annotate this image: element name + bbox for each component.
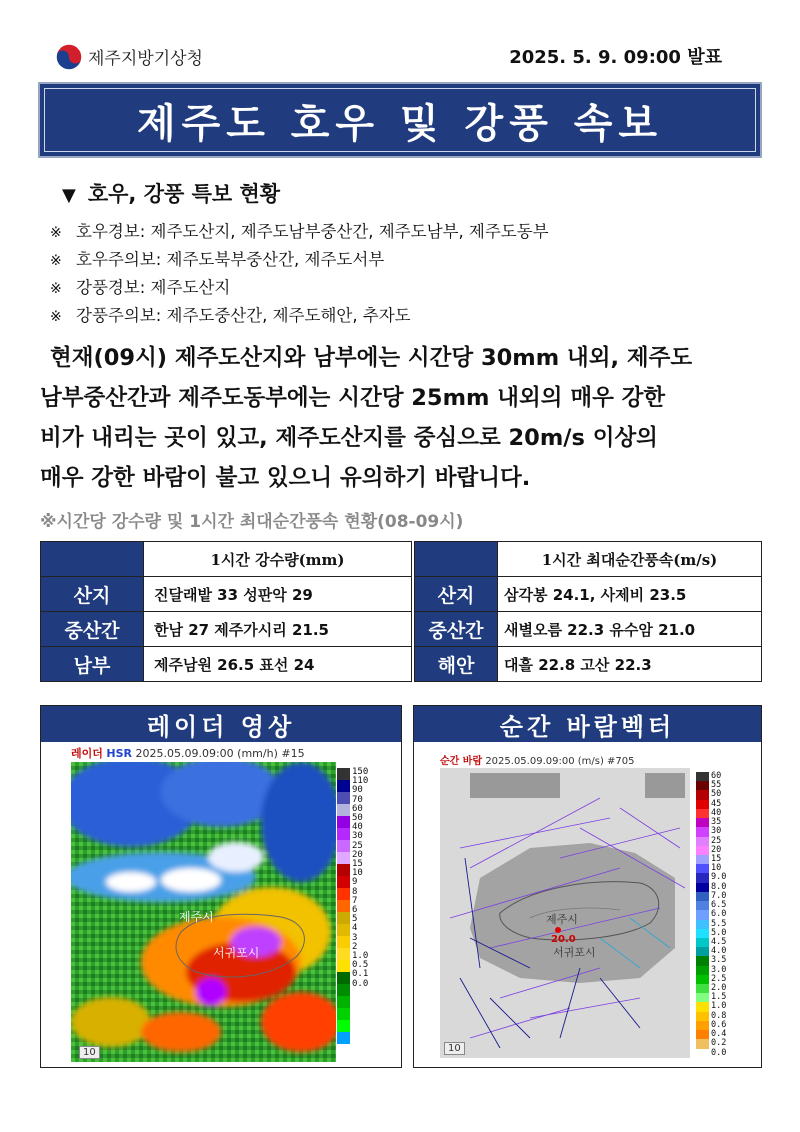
- table-row: [41, 542, 412, 577]
- scale-label: 2: [352, 941, 358, 952]
- row-label: 남부: [41, 647, 144, 682]
- scale-label: 0.5: [352, 960, 369, 971]
- scale-label: 8.0: [711, 881, 727, 892]
- wind-panel-title: 순간 바람벡터: [414, 706, 761, 742]
- reference-mark-icon: ※: [50, 281, 62, 297]
- scale-swatch: [696, 947, 709, 956]
- scale-swatch: [337, 924, 350, 936]
- table-row: [41, 647, 412, 682]
- scale-swatch: [696, 993, 709, 1002]
- scale-swatch: [696, 772, 709, 781]
- scale-label: 4.5: [711, 936, 727, 947]
- scale-label: 3.0: [711, 964, 727, 975]
- scale-swatch: [696, 938, 709, 947]
- scale-swatch: [337, 876, 350, 888]
- radar-color-scale: [337, 768, 350, 1056]
- scale-label: 50: [352, 813, 363, 824]
- scale-label: 5: [352, 914, 358, 925]
- scale-label: 1.5: [711, 992, 727, 1003]
- wind-city-label: 서귀포시: [553, 946, 596, 959]
- radar-panel-title: 레이더 영상: [41, 706, 401, 742]
- scale-label: 50: [711, 789, 722, 800]
- scale-swatch: [696, 966, 709, 975]
- wind-caption: [440, 752, 635, 767]
- scale-label: 15: [711, 853, 722, 864]
- table-corner: [415, 542, 498, 577]
- scale-swatch: [696, 1030, 709, 1039]
- warning-item-text: 호우경보: 제주도산지, 제주도남부중산간, 제주도남부, 제주도동부: [76, 222, 549, 241]
- scale-label: 30: [711, 826, 722, 837]
- rain-table: [40, 541, 412, 682]
- scale-swatch: [696, 1012, 709, 1021]
- row-value: 대흘 22.8 고산 22.3: [498, 647, 762, 682]
- radar-caption-prefix: 레이더: [71, 747, 103, 760]
- warning-item: [50, 302, 411, 326]
- scale-swatch: [696, 1039, 709, 1048]
- scale-swatch: [696, 873, 709, 882]
- issued-datetime: 2025. 5. 9. 09:00 발표: [509, 47, 722, 68]
- section-heading: [62, 178, 280, 208]
- scale-label: 60: [711, 771, 722, 781]
- scale-swatch: [696, 956, 709, 965]
- scale-swatch: [696, 929, 709, 938]
- scale-label: 7: [352, 895, 358, 906]
- table-corner: [41, 542, 144, 577]
- radar-city-label: 제주시: [179, 910, 214, 924]
- scale-swatch: [337, 1008, 350, 1020]
- wind-scale-labels: [711, 772, 726, 1058]
- scale-label: 60: [352, 803, 363, 814]
- row-value: 제주남원 26.5 표선 24: [144, 647, 412, 682]
- scale-label: 35: [711, 817, 722, 828]
- scale-swatch: [337, 984, 350, 996]
- scale-label: 2.0: [711, 983, 727, 994]
- table-row: [41, 612, 412, 647]
- scale-swatch: [696, 910, 709, 919]
- scale-label: 5.0: [711, 927, 727, 938]
- scale-label: 1.0: [711, 1001, 727, 1012]
- scale-swatch: [696, 790, 709, 799]
- scale-swatch: [337, 792, 350, 804]
- scale-swatch: [337, 828, 350, 840]
- row-value: 한남 27 제주가시리 21.5: [144, 612, 412, 647]
- scale-label: 1.0: [352, 951, 369, 962]
- scale-label: 3.5: [711, 955, 727, 966]
- scale-swatch: [337, 780, 350, 792]
- scale-swatch: [696, 883, 709, 892]
- scale-label: 0.4: [711, 1029, 727, 1040]
- row-value: 진달래밭 33 성판악 29: [144, 577, 412, 612]
- scale-swatch: [696, 800, 709, 809]
- scale-label: 0.8: [711, 1010, 727, 1021]
- scale-swatch: [696, 1049, 709, 1058]
- scale-swatch: [337, 852, 350, 864]
- scale-swatch: [696, 846, 709, 855]
- scale-swatch: [337, 816, 350, 828]
- warning-item-text: 강풍경보: 제주도산지: [76, 278, 231, 297]
- table-row: [415, 577, 762, 612]
- scale-label: 6.5: [711, 900, 727, 911]
- scale-label: 5.5: [711, 918, 727, 929]
- scale-swatch: [696, 855, 709, 864]
- scale-label: 0.2: [711, 1038, 727, 1049]
- summary-line: 매우 강한 바람이 불고 있으니 유의하기 바랍니다.: [40, 465, 531, 491]
- scale-swatch: [337, 948, 350, 960]
- radar-scale-labels: [352, 768, 368, 989]
- summary-line: 현재(09시) 제주도산지와 남부에는 시간당 30mm 내외, 제주도: [50, 345, 693, 371]
- wind-table-header: 1시간 최대순간풍속(m/s): [498, 542, 762, 577]
- scale-label: 6.0: [711, 909, 727, 920]
- page-title: 제주도 호우 및 강풍 속보: [136, 100, 664, 147]
- scale-swatch: [696, 975, 709, 984]
- scale-swatch: [337, 972, 350, 984]
- radar-panel: [40, 705, 402, 1068]
- scale-swatch: [337, 840, 350, 852]
- scale-label: 110: [352, 776, 369, 787]
- scale-label: 0.0: [711, 1047, 727, 1058]
- reference-mark-icon: ※: [50, 225, 62, 241]
- scale-swatch: [337, 1020, 350, 1032]
- scale-label: 9.0: [711, 872, 727, 883]
- radar-scale-box: 10: [79, 1046, 100, 1059]
- scale-swatch: [337, 768, 350, 780]
- scale-label: 0.1: [352, 969, 369, 980]
- scale-swatch: [696, 1021, 709, 1030]
- wind-caption-rest: 2025.05.09.09:00 (m/s) #705: [485, 756, 635, 767]
- scale-swatch: [696, 837, 709, 846]
- row-label: 산지: [41, 577, 144, 612]
- scale-label: 4: [352, 923, 358, 934]
- agency-name: 제주지방기상청: [88, 49, 203, 69]
- scale-swatch: [337, 888, 350, 900]
- scale-label: 45: [711, 798, 722, 809]
- scale-label: 0.6: [711, 1019, 727, 1030]
- scale-label: 20: [352, 849, 363, 860]
- wind-caption-prefix: 순간 바람: [440, 756, 483, 767]
- scale-label: 20: [711, 844, 722, 855]
- scale-label: 4.0: [711, 946, 727, 957]
- warning-item: [50, 274, 230, 298]
- radar-caption: [71, 745, 305, 761]
- reference-mark-icon: ※: [50, 253, 62, 269]
- section-heading-text: 호우, 강풍 특보 현황: [87, 182, 281, 206]
- radar-caption-product: HSR: [106, 747, 132, 760]
- scale-swatch: [337, 996, 350, 1008]
- scale-label: 2.5: [711, 973, 727, 984]
- scale-label: 8: [352, 886, 358, 897]
- agency-logo-icon: [54, 42, 84, 72]
- scale-label: 9: [352, 877, 358, 888]
- wind-color-scale: [696, 772, 709, 1058]
- warning-item-text: 호우주의보: 제주도북부중산간, 제주도서부: [76, 250, 385, 269]
- summary-line: 남부중산간과 제주도동부에는 시간당 25mm 내외의 매우 강한: [40, 385, 666, 411]
- title-banner: [38, 82, 762, 158]
- row-label: 해안: [415, 647, 498, 682]
- max-wind-value: 20.0: [551, 934, 576, 945]
- scale-label: 0.0: [352, 978, 369, 989]
- summary-paragraph: [40, 338, 762, 498]
- triangle-down-icon: ▼: [62, 185, 76, 206]
- wind-table: [414, 541, 762, 682]
- scale-swatch: [696, 818, 709, 827]
- scale-swatch: [696, 809, 709, 818]
- scale-swatch: [337, 900, 350, 912]
- table-row: [415, 647, 762, 682]
- warning-item: [50, 218, 549, 242]
- scale-label: 40: [352, 822, 363, 833]
- table-row: [415, 612, 762, 647]
- scale-swatch: [337, 960, 350, 972]
- scale-swatch: [696, 892, 709, 901]
- row-value: 삼각봉 24.1, 사제비 23.5: [498, 577, 762, 612]
- warning-item-text: 강풍주의보: 제주도중산간, 제주도해안, 추자도: [76, 306, 411, 325]
- scale-label: 25: [352, 840, 363, 851]
- scale-label: 40: [711, 807, 722, 818]
- reference-mark-icon: ※: [50, 309, 62, 325]
- scale-label: 7.0: [711, 890, 727, 901]
- scale-swatch: [337, 1032, 350, 1044]
- row-label: 산지: [415, 577, 498, 612]
- scale-swatch: [696, 864, 709, 873]
- table-caption: ※시간당 강수량 및 1시간 최대순간풍속 현황(08-09시): [40, 512, 464, 532]
- row-label: 중산간: [41, 612, 144, 647]
- scale-label: 25: [711, 835, 722, 846]
- scale-swatch: [696, 901, 709, 910]
- summary-line: 비가 내리는 곳이 있고, 제주도산지를 중심으로 20m/s 이상의: [40, 425, 658, 451]
- scale-swatch: [696, 827, 709, 836]
- table-row: [41, 577, 412, 612]
- radar-caption-rest: 2025.05.09.09:00 (mm/h) #15: [135, 747, 305, 760]
- scale-swatch: [696, 920, 709, 929]
- scale-label: 10: [711, 863, 722, 874]
- rain-table-header: 1시간 강수량(mm): [144, 542, 412, 577]
- row-label: 중산간: [415, 612, 498, 647]
- table-row: [415, 542, 762, 577]
- wind-city-label: 제주시: [546, 913, 578, 926]
- radar-city-label: 서귀포시: [213, 946, 260, 960]
- scale-swatch: [696, 1002, 709, 1011]
- scale-label: 6: [352, 905, 358, 916]
- scale-swatch: [337, 936, 350, 948]
- wind-panel: [413, 705, 762, 1068]
- scale-swatch: [337, 804, 350, 816]
- warning-item: [50, 246, 384, 270]
- scale-swatch: [696, 781, 709, 790]
- scale-label: 150: [352, 767, 369, 777]
- wind-scale-box: 10: [444, 1042, 465, 1055]
- scale-label: 10: [352, 868, 363, 879]
- scale-label: 15: [352, 859, 363, 870]
- scale-label: 70: [352, 794, 363, 805]
- scale-swatch: [337, 912, 350, 924]
- scale-label: 90: [352, 785, 363, 796]
- scale-swatch: [337, 1044, 350, 1056]
- scale-swatch: [696, 984, 709, 993]
- scale-label: 3: [352, 932, 358, 943]
- row-value: 새별오름 22.3 유수암 21.0: [498, 612, 762, 647]
- scale-swatch: [337, 864, 350, 876]
- scale-label: 55: [711, 780, 722, 791]
- scale-label: 30: [352, 831, 363, 842]
